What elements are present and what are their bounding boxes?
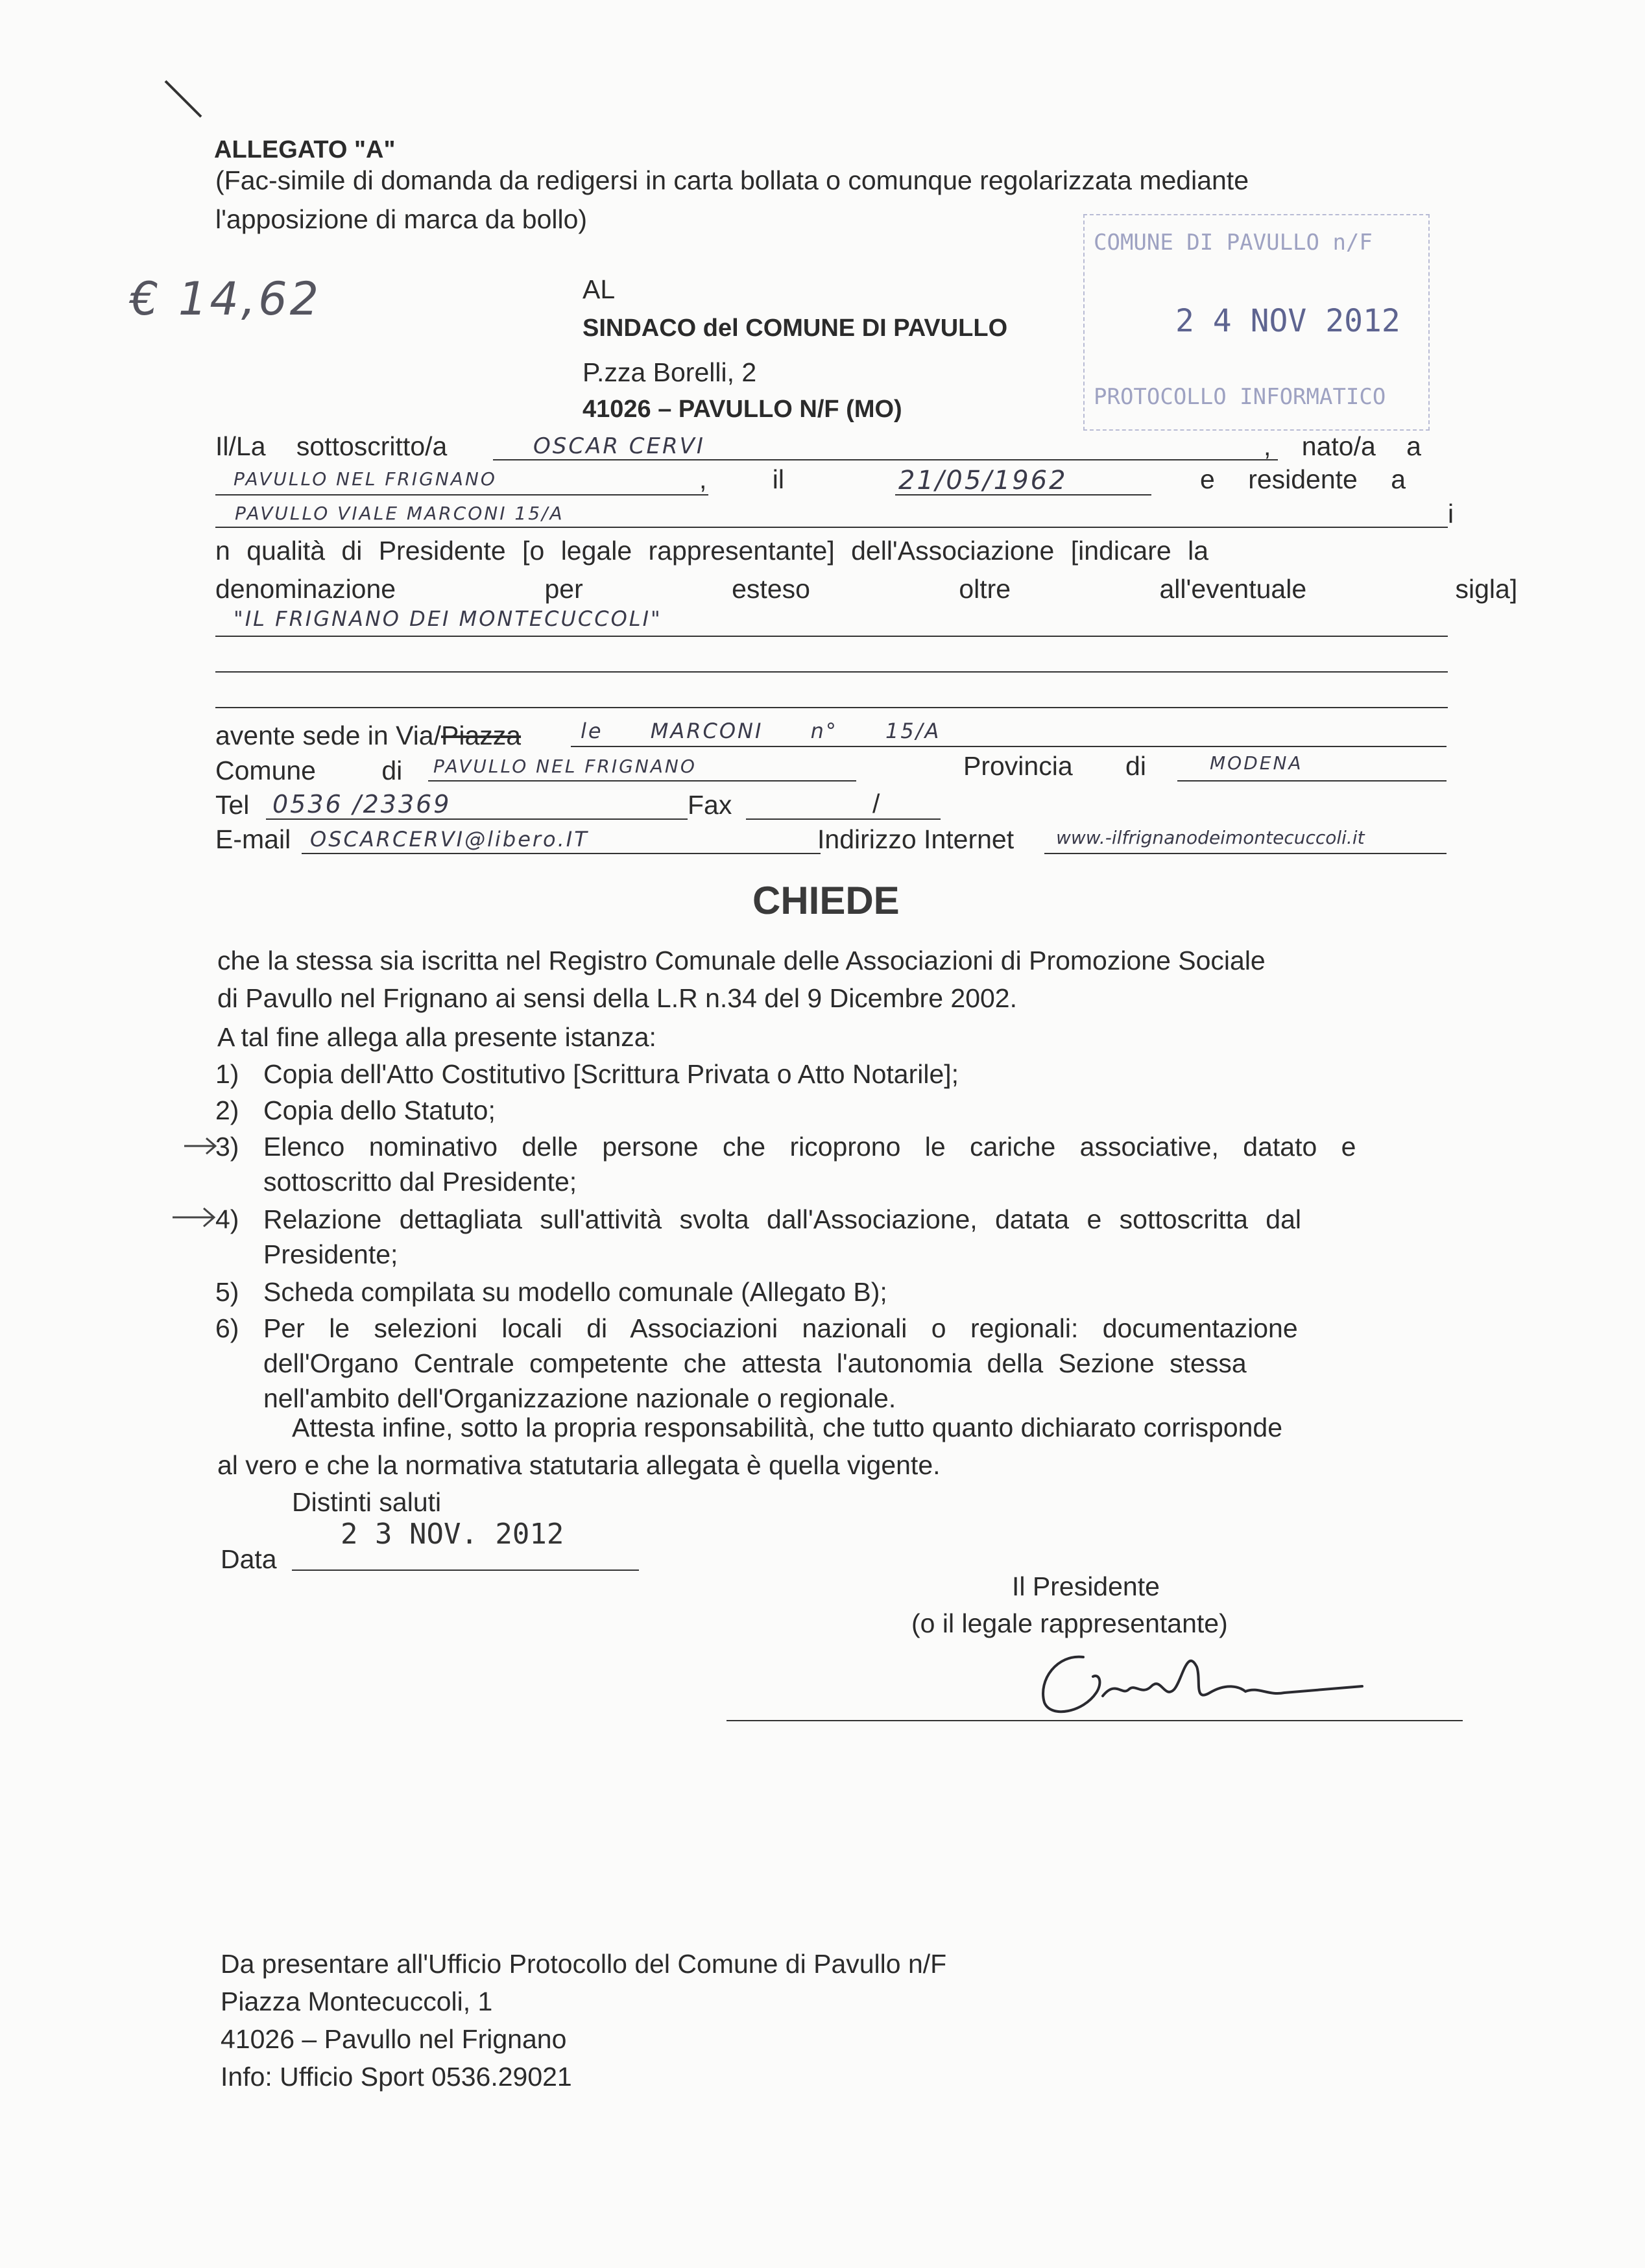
sede-label-text: avente sede in Via/ bbox=[215, 721, 441, 750]
email-label: E-mail bbox=[215, 824, 291, 854]
fax-field-line bbox=[746, 818, 941, 820]
provincia-field-line bbox=[1177, 780, 1447, 782]
list-item-number: 5) bbox=[215, 1277, 239, 1307]
denominazione-line: denominazione per esteso oltre all'eventuale sigla] bbox=[215, 574, 1518, 604]
stamp-comune: COMUNE DI PAVULLO n/F bbox=[1094, 230, 1373, 256]
list-item bbox=[215, 1093, 1461, 1130]
recipient-address: P.zza Borelli, 2 bbox=[582, 357, 757, 387]
recipient-sindaco: SINDACO del COMUNE DI PAVULLO bbox=[582, 315, 1008, 342]
recipient-city: 41026 – PAVULLO N/F (MO) bbox=[582, 396, 902, 423]
internet-label: Indirizzo Internet bbox=[817, 824, 1015, 854]
attachments-list bbox=[215, 1057, 1461, 1420]
handwritten-signature bbox=[1012, 1641, 1401, 1725]
list-item-text: dell'Organo Centrale competente che attesta l'autonomia della Sezione stessa bbox=[263, 1348, 1247, 1378]
list-item-number: 6) bbox=[215, 1313, 239, 1343]
bollo-amount-handwritten: € 14,62 bbox=[130, 272, 322, 326]
list-item-number: 2) bbox=[215, 1095, 239, 1125]
tel-value: 0536 /23369 bbox=[272, 790, 451, 818]
list-item bbox=[215, 1057, 1461, 1093]
association-field-line-1 bbox=[215, 636, 1448, 637]
list-item-number: 3) bbox=[215, 1132, 239, 1162]
data-stamp: 2 3 NOV. 2012 bbox=[341, 1518, 564, 1551]
association-value: "IL FRIGNANO DEI MONTECUCCOLI" bbox=[234, 606, 662, 631]
list-item-number: 4) bbox=[215, 1204, 239, 1234]
provincia-value: MODENA bbox=[1210, 752, 1303, 774]
pen-mark bbox=[162, 78, 208, 123]
comune-label: Comune di bbox=[215, 756, 403, 785]
residente-field-line bbox=[215, 527, 1448, 528]
list-item bbox=[215, 1130, 1461, 1202]
list-item-text: Per le selezioni locali di Associazioni nazionali o regionali: documentazione bbox=[263, 1313, 1298, 1343]
request-line-2: di Pavullo nel Frignano ai sensi della L.R n.34 del 9 Dicembre 2002. bbox=[217, 983, 1018, 1013]
email-field-line bbox=[302, 853, 821, 854]
list-item-text: Elenco nominativo delle persone che ricoprono le cariche associative, datato e bbox=[263, 1132, 1356, 1162]
internet-value: www.-ilfrignanodeimontecuccoli.it bbox=[1056, 827, 1365, 848]
allega-intro: A tal fine allega alla presente istanza: bbox=[217, 1022, 656, 1052]
list-item-text: Presidente; bbox=[263, 1239, 398, 1269]
comune-field-line bbox=[428, 780, 856, 782]
footer-line-2: Piazza Montecuccoli, 1 bbox=[221, 1987, 493, 2016]
request-line-1: che la stessa sia iscritta nel Registro Comunale delle Associazioni di Promozione Sociale bbox=[217, 946, 1266, 975]
pen-arrow-mark bbox=[182, 1132, 221, 1158]
list-item-text: Relazione dettagliata sull'attività svolta dall'Associazione, datata e sottoscritta dal bbox=[263, 1204, 1301, 1234]
list-item-text: nell'ambito dell'Organizzazione nazionale o regionale. bbox=[263, 1383, 896, 1413]
footer-line-4: Info: Ufficio Sport 0536.29021 bbox=[221, 2062, 572, 2092]
signature-title: Il Presidente bbox=[1012, 1571, 1160, 1601]
residente-label: e residente a bbox=[1200, 464, 1406, 494]
sottoscritto-value: OSCAR CERVI bbox=[533, 433, 705, 459]
allegato-title: ALLEGATO "A" bbox=[214, 136, 396, 163]
internet-field-line bbox=[1044, 853, 1447, 854]
data-field-line bbox=[292, 1570, 639, 1571]
list-item-number: 1) bbox=[215, 1059, 239, 1089]
list-item-text: sottoscritto dal Presidente; bbox=[263, 1167, 577, 1197]
list-item bbox=[215, 1275, 1461, 1311]
provincia-label: Provincia di bbox=[963, 751, 1146, 781]
sede-value: le MARCONI n° 15/A bbox=[581, 719, 941, 743]
nato-value: PAVULLO NEL FRIGNANO bbox=[234, 468, 497, 490]
recipient-al: AL bbox=[582, 274, 616, 304]
il-label: , il bbox=[699, 464, 784, 494]
footer-line-3: 41026 – Pavullo nel Frignano bbox=[221, 2024, 567, 2054]
chiede-heading: CHIEDE bbox=[752, 879, 900, 922]
comune-value: PAVULLO NEL FRIGNANO bbox=[433, 756, 697, 777]
nato-field-line bbox=[215, 494, 708, 495]
signature-subtitle: (o il legale rappresentante) bbox=[911, 1608, 1228, 1638]
pen-arrow-mark bbox=[170, 1203, 222, 1229]
sede-label bbox=[215, 719, 521, 752]
stamp-date: 2 4 NOV 2012 bbox=[1175, 303, 1400, 339]
sottoscritto-label: Il/La sottoscritto/a bbox=[215, 431, 448, 461]
qualita-line: n qualità di Presidente [o legale rappresentante] dell'Associazione [indicare la bbox=[215, 536, 1208, 566]
attesta-line-2: al vero e che la normativa statutaria allegata è quella vigente. bbox=[217, 1450, 941, 1480]
association-field-line-3 bbox=[215, 707, 1448, 708]
tel-field-line bbox=[266, 818, 688, 820]
protocol-stamp bbox=[1083, 214, 1430, 431]
sede-field-line bbox=[571, 746, 1447, 747]
footer-line-1: Da presentare all'Ufficio Protocollo del Comune di Pavullo n/F bbox=[221, 1949, 947, 1979]
residente-value: PAVULLO VIALE MARCONI 15/A bbox=[235, 503, 564, 524]
data-label: Data bbox=[221, 1544, 277, 1574]
tel-label: Tel bbox=[215, 790, 250, 820]
list-item-text: Copia dell'Atto Costitutivo [Scrittura Privata o Atto Notarile]; bbox=[263, 1059, 959, 1089]
sottoscritto-field-line bbox=[493, 459, 1278, 460]
attesta-line-1: Attesta infine, sotto la propria responsabilità, che tutto quanto dichiarato corrisponde bbox=[292, 1413, 1283, 1442]
signature-line bbox=[726, 1720, 1463, 1721]
association-field-line-2 bbox=[215, 671, 1448, 673]
list-item bbox=[215, 1202, 1461, 1275]
nato-label: , nato/a a bbox=[1264, 431, 1421, 461]
i-label: i bbox=[1448, 499, 1454, 529]
birthdate-value: 21/05/1962 bbox=[898, 466, 1068, 495]
fax-separator: / bbox=[872, 789, 880, 818]
facsimile-line-2: l'apposizione di marca da bollo) bbox=[215, 204, 588, 234]
stamp-protocollo: PROTOCOLLO INFORMATICO bbox=[1094, 384, 1386, 410]
fax-label: Fax bbox=[688, 790, 732, 820]
email-value: OSCARCERVI@libero.IT bbox=[310, 827, 589, 852]
list-item-text: Scheda compilata su modello comunale (Allegato B); bbox=[263, 1277, 887, 1307]
saluti: Distinti saluti bbox=[292, 1487, 442, 1517]
list-item bbox=[215, 1311, 1461, 1420]
sede-strike: Piazza bbox=[441, 721, 522, 750]
list-item-text: Copia dello Statuto; bbox=[263, 1095, 496, 1125]
facsimile-line-1: (Fac-simile di domanda da redigersi in carta bollata o comunque regolarizzata mediante bbox=[215, 165, 1249, 195]
